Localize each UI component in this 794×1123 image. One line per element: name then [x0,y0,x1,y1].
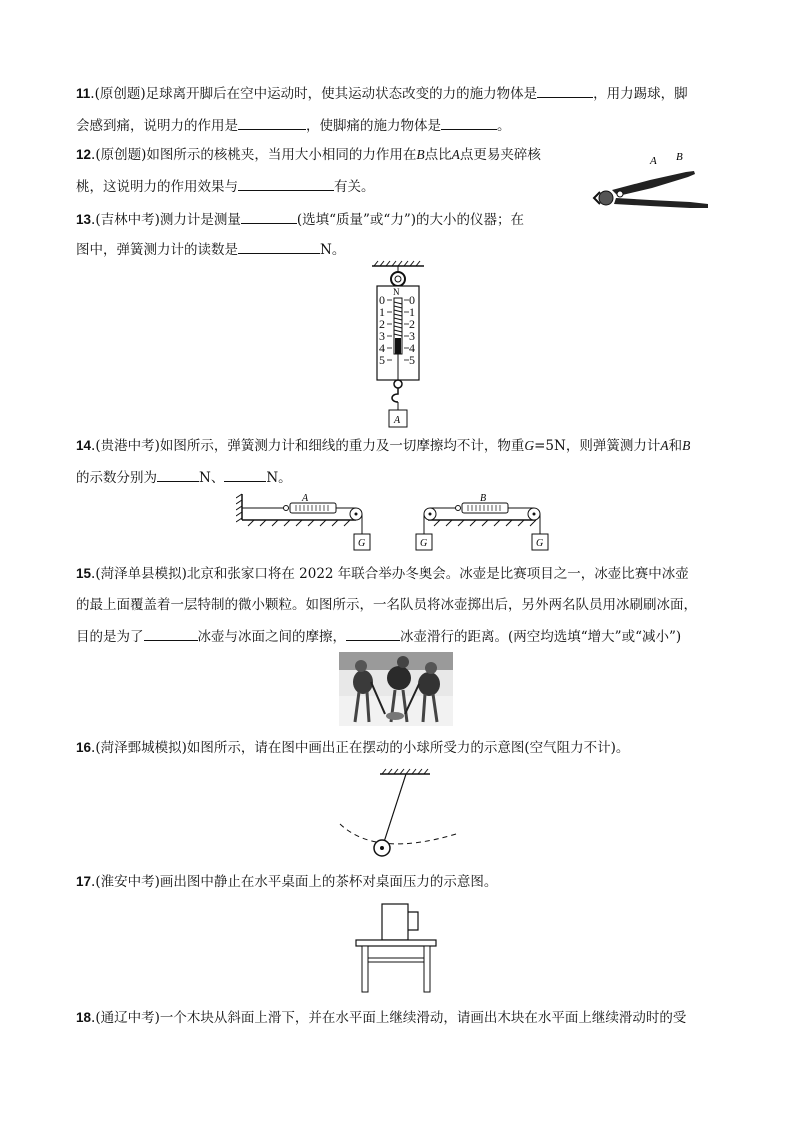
question-16: 16.(菏泽鄄城模拟)如图所示，请在图中画出正在摆动的小球所受力的示意图(空气阻力不计)。 [76,740,630,756]
answer-blank[interactable] [241,210,297,224]
label-a: A [650,155,657,167]
svg-text:5: 5 [379,353,385,367]
svg-text:G: G [536,538,544,549]
question-14-line-2: 的示数分别为 N、 N。 [76,470,292,486]
svg-text:0: 0 [409,293,415,307]
svg-text:3: 3 [379,329,385,343]
svg-text:1: 1 [379,305,385,319]
answer-blank[interactable] [537,84,593,98]
answer-blank[interactable] [224,468,266,482]
question-15-line-1: 15.(菏泽单县模拟)北京和张家口将在 2022 年联合举办冬奥会。冰壶是比赛项目之一，冰壶比赛中冰壶 [76,566,689,582]
svg-text:G: G [358,538,366,549]
question-15-line-2: 的最上面覆盖着一层特制的微小颗粒。如图所示，一名队员将冰壶掷出后，另外两名队员用冰刷刷冰面， [76,597,697,613]
svg-text:2: 2 [409,317,415,331]
svg-text:4: 4 [409,341,415,355]
svg-text:2: 2 [379,317,385,331]
question-13-line-2: 图中，弹簧测力计的读数是 N。 [76,242,346,258]
svg-text:3: 3 [409,329,415,343]
question-11-line-2: 会感到痛，说明力的作用是 ，使脚痛的施力物体是 。 [76,118,511,134]
svg-text:0: 0 [379,293,385,307]
question-18: 18.(通辽中考)一个木块从斜面上滑下，并在水平面上继续滑动，请画出木块在水平面上继续滑动时的受 [76,1010,687,1026]
svg-text:B: B [480,493,487,504]
answer-blank[interactable] [157,468,199,482]
question-13-line-1: 13.(吉林中考)测力计是测量 (选填“质量”或“力”)的大小的仪器；在 [76,212,524,228]
svg-text:4: 4 [379,341,385,355]
table-cup-figure [352,902,442,994]
answer-blank[interactable] [238,240,320,254]
answer-blank[interactable] [144,627,198,641]
svg-text:5: 5 [409,353,415,367]
answer-blank[interactable] [441,116,497,130]
spring-scale-figure [360,260,436,430]
label-b: B [676,151,683,163]
svg-text:1: 1 [409,305,415,319]
svg-text:N: N [393,287,400,297]
pulley-figure-a [236,492,372,554]
pulley-figure-b [412,492,554,554]
question-17: 17.(淮安中考)画出图中静止在水平桌面上的茶杯对桌面压力的示意图。 [76,874,498,890]
pendulum-figure [336,768,462,862]
nutcracker-figure [590,146,714,218]
svg-text:A: A [302,493,309,504]
curling-photo [339,652,453,726]
answer-blank[interactable] [238,116,306,130]
question-12-line-1: 12.(原创题)如图所示的核桃夹，当用大小相同的力作用在B点比A点更易夹碎核 [76,147,541,163]
answer-blank[interactable] [346,627,400,641]
answer-blank[interactable] [238,177,334,191]
question-11-line-1: 11.(原创题)足球离开脚后在空中运动时，使其运动状态改变的力的施力物体是 ，用力踢球，脚 [76,86,688,102]
question-14-line-1: 14.(贵港中考)如图所示，弹簧测力计和细线的重力及一切摩擦均不计，物重G=5N，则弹簧测力计A和B [76,438,691,454]
question-12-line-2: 桃，这说明力的作用效果与 有关。 [76,179,375,195]
svg-text:G: G [420,538,428,549]
question-15-line-3: 目的是为了 冰壶与冰面之间的摩擦， 冰壶滑行的距离。(两空均选填“增大”或“减小”) [76,629,682,645]
svg-text:A: A [394,415,401,426]
